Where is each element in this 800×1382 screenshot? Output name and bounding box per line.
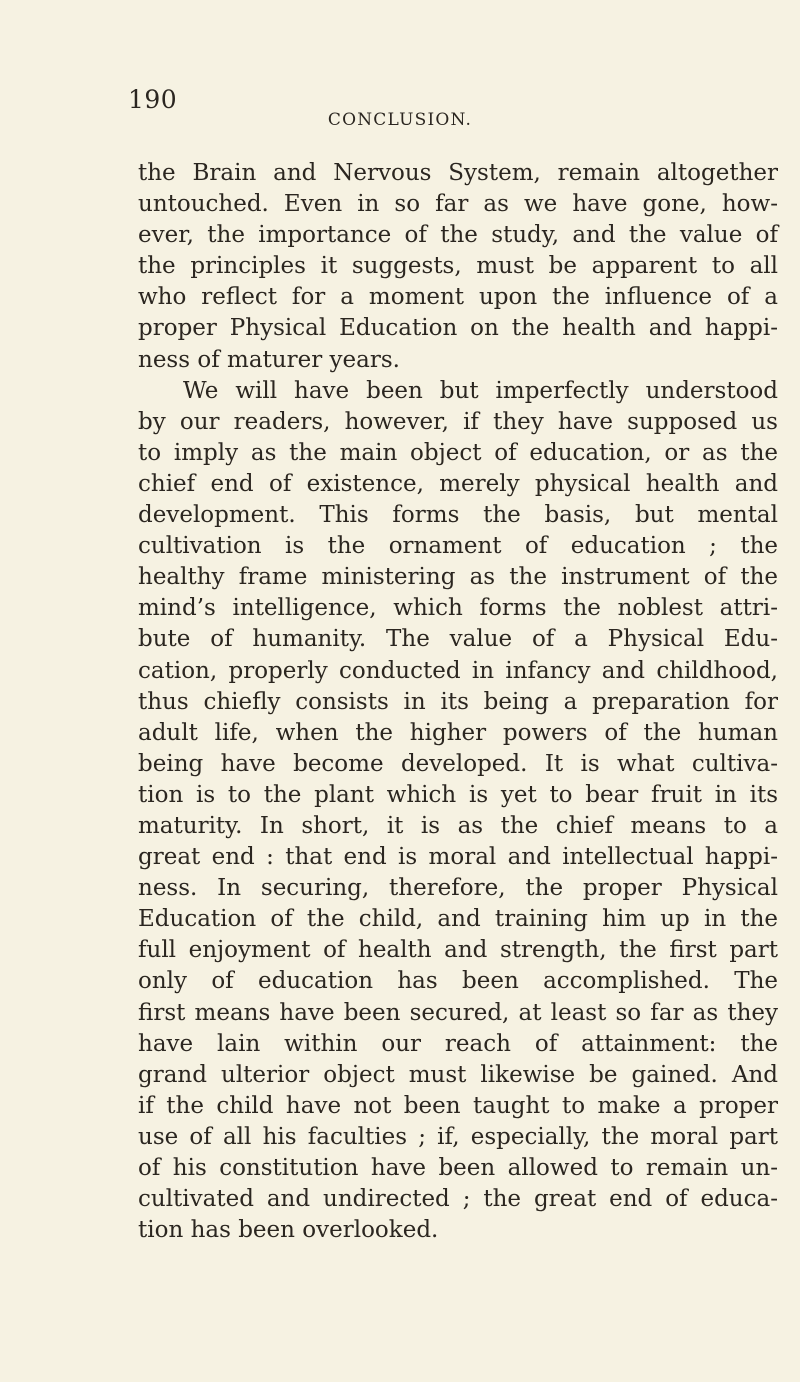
text-line: maturity. In short, it is as the chief means to a [138, 812, 778, 839]
text-line: thus chiefly consists in its being a preparation for [138, 688, 778, 715]
text-line: only of education has been accomplished. The [138, 968, 778, 995]
page-number: 190 [128, 85, 178, 114]
text-line: ness. In securing, therefore, the proper Physical [138, 875, 778, 902]
text-line: grand ulterior object must likewise be gained. And [138, 1061, 778, 1088]
text-line: chief end of existence, merely physical health and [138, 470, 778, 497]
text-line: the Brain and Nervous System, remain altogether [138, 160, 778, 186]
text-line: cultivated and undirected ; the great end of educa- [138, 1186, 778, 1213]
text-line: adult life, when the higher powers of the human [138, 719, 778, 746]
text-line: of his constitution have been allowed to remain un- [138, 1155, 778, 1181]
text-line: development. This forms the basis, but mental [138, 502, 778, 529]
text-line: Education of the child, and training him up in the [138, 906, 778, 933]
text-line: if the child have not been taught to make a proper [138, 1092, 778, 1119]
text-line: healthy frame ministering as the instrument of the [138, 564, 778, 591]
text-line: full enjoyment of health and strength, the first part [138, 937, 778, 964]
text-line: tion is to the plant which is yet to bear fruit in its [138, 781, 778, 808]
text-line: use of all his faculties ; if, especially, the moral part [138, 1123, 778, 1150]
paragraph-first-line: We will have been but imperfectly understood [183, 377, 778, 404]
text-line: by our readers, however, if they have supposed us [138, 408, 778, 435]
text-line: great end : that end is moral and intellectual happi- [138, 844, 778, 871]
text-line: the principles it suggests, must be apparent to all [138, 253, 778, 280]
text-line: bute of humanity. The value of a Physical Edu- [138, 626, 778, 653]
text-line: to imply as the main object of education, or as the [138, 439, 778, 466]
text-line: have lain within our reach of attainment: the [138, 1030, 778, 1057]
text-line: ever, the importance of the study, and the value of [138, 222, 778, 249]
body-text [138, 158, 778, 1246]
text-line: mind’s intelligence, which forms the noblest attri- [138, 595, 778, 622]
text-line: proper Physical Education on the health and happi- [138, 315, 778, 342]
text-line: cation, properly conducted in infancy and childhood, [138, 657, 778, 684]
running-head: CONCLUSION. [327, 110, 473, 130]
text-line: first means have been secured, at least so far as they [138, 999, 778, 1026]
text-line: tion has been overlooked. [138, 1217, 439, 1244]
text-line: ness of maturer years. [138, 346, 400, 373]
text-line: untouched. Even in so far as we have gone, how- [138, 191, 778, 218]
text-line: cultivation is the ornament of education ; the [138, 533, 778, 560]
text-line: being have become developed. It is what cultiva- [138, 750, 778, 777]
text-line: who reflect for a moment upon the influence of a [138, 284, 778, 311]
